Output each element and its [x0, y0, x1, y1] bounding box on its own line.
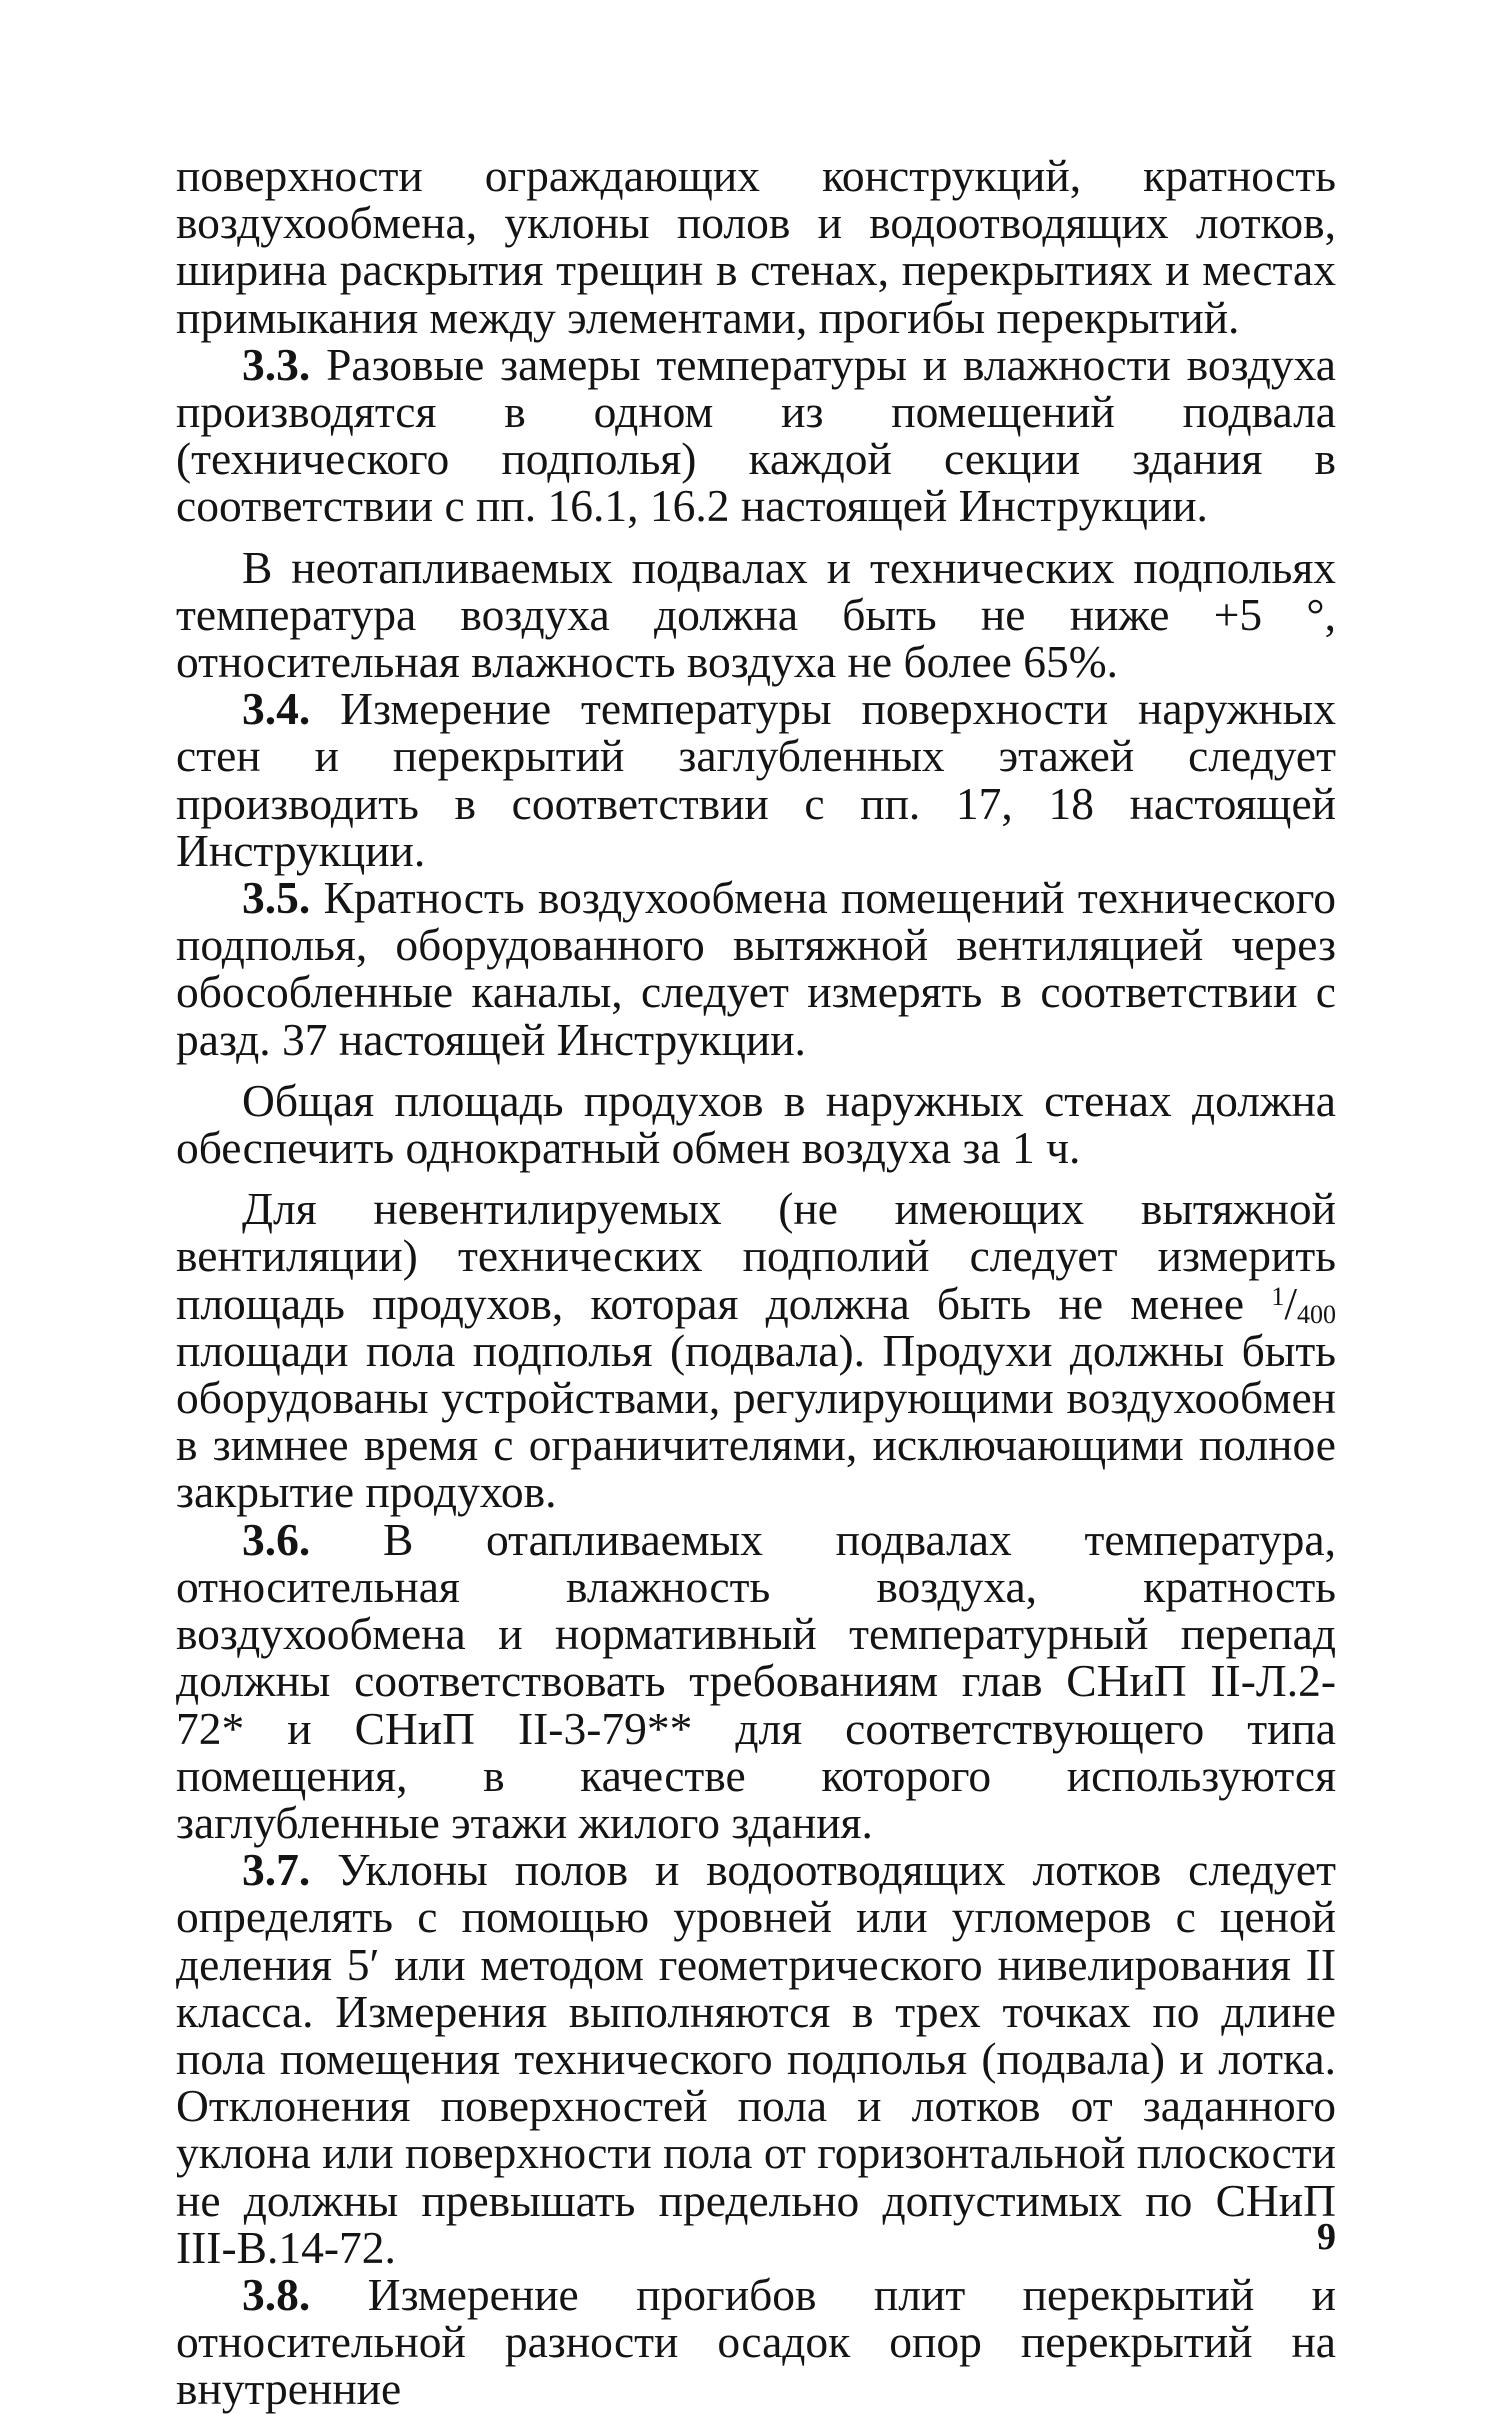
paragraph-text: Измерение температуры поверхности наружных стен и перекрытий заглубленных этажей следует производить в соответствии с пп. 17, 18 настоящей Инструкции. — [176, 683, 1336, 876]
body-text — [176, 152, 1336, 2413]
fraction-denominator: 400 — [1297, 1299, 1336, 1329]
paragraph-3-8 — [176, 2268, 1336, 2414]
paragraph-vent-area — [176, 1074, 1336, 1174]
section-number: 3.4. — [242, 683, 311, 735]
section-number: 3.3. — [242, 338, 311, 390]
section-number: 3.8. — [242, 2268, 311, 2320]
paragraph-text: Кратность воздухообмена помещений технического подполья, оборудованного вытяжной вентиляцией через обособленные каналы, следует измерять в соответствии с разд. 37 настоящей Инструкции. — [176, 872, 1336, 1065]
paragraph-text: поверхности ограждающих конструкций, кратность воздухообмена, уклоны полов и водоотводящих лотков, ширина раскрытия трещин в стенах, перекрытиях и местах примыкания между элементами, прогибы перекрытий. — [176, 150, 1336, 343]
paragraph-3-3 — [176, 338, 1336, 532]
section-number: 3.6. — [242, 1513, 311, 1565]
paragraph-continued — [176, 152, 1336, 341]
page-number: 9 — [1317, 2216, 1336, 2258]
paragraph-3-4 — [176, 685, 1336, 874]
fraction-numerator: 1 — [1271, 1281, 1285, 1311]
paragraph-text: Разовые замеры температуры и влажности воздуха производятся в одном из помещений подвала (технического подполья) каждой секции здания в соответствии с пп. 16.1, 16.2 настоящей Инструкции. — [176, 338, 1336, 532]
paragraph-unheated-basements — [176, 541, 1336, 688]
paragraph-non-ventilated: Для невентилируемых (не имеющих вытяжной вентиляции) технических подполий следует измерить площадь продухов, которая должна быть не менее $^1/_{400}$ площади пола подполья (подвала). Продухи должны быть оборудованы устройствами, регулирующими воздухообмен в зимнее время с ограничителями, исключающими полное закрытие продухов. — [176, 1183, 1336, 1518]
paragraph-3-7 — [176, 1846, 1336, 2271]
paragraph-text: Уклоны полов и водоотводящих лотков следует определять с помощью уровней или угломеров с ценой деления 5′ или методом геометрического нивелирования II класса. Измерения выполняются в трех точках по длине пола помещения технического подполья (подвала) и лотка. Отклонения поверхностей пола и лотков от заданного уклона или поверхности пола от горизонтальной плоскости не должны превышать предельно допустимых по СНиП III-В.14-72. — [176, 1844, 1336, 2273]
paragraph-text: площади пола подполья (подвала). Продухи должны быть оборудованы устройствами, регулирующими воздухообмен в зимнее время с ограничителями, исключающими полное закрытие продухов. — [176, 1324, 1336, 1518]
section-number: 3.5. — [242, 872, 311, 924]
paragraph-text: Для невентилируемых (не имеющих вытяжной вентиляции) технических подполий следует измерить площадь продухов, которая должна быть не менее — [176, 1183, 1336, 1329]
paragraph-text: Измерение прогибов плит перекрытий и относительной разности осадок опор перекрытий на внутренние — [176, 2268, 1336, 2414]
paragraph-3-6 — [176, 1513, 1336, 1848]
paragraph-text: В отапливаемых подвалах температура, относительная влажность воздуха, кратность воздухообмена и нормативный температурный перепад должны соответствовать требованиям глав СНиП II-Л.2-72* и СНиП II-3-79** для соответствующего типа помещения, в качестве которого используются заглубленные этажи жилого здания. — [176, 1513, 1336, 1848]
section-number: 3.7. — [242, 1844, 311, 1896]
paragraph-text: В неотапливаемых подвалах и технических подпольях температура воздуха должна быть не ниже +5 °, относительная влажность воздуха не более 65%. — [176, 541, 1336, 688]
paragraph-3-5 — [176, 874, 1336, 1063]
paragraph-text: Общая площадь продухов в наружных стенах должна обеспечить однократный обмен воздуха за 1 ч. — [176, 1074, 1336, 1174]
